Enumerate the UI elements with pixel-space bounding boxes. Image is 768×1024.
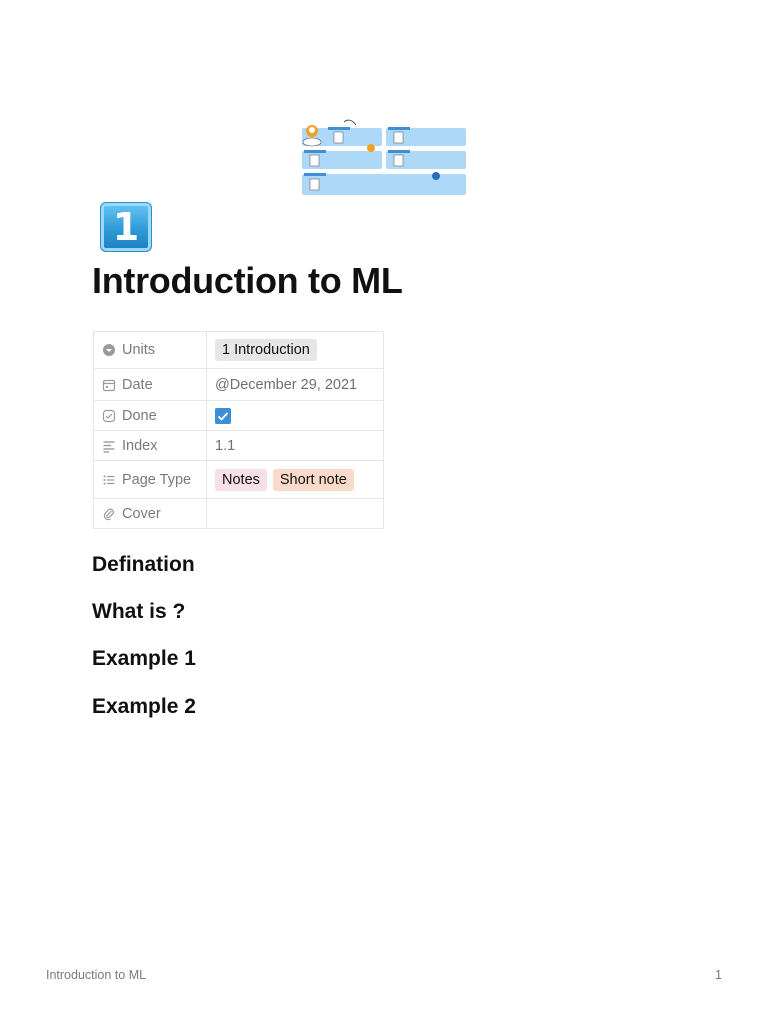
property-value-units[interactable] [207, 332, 384, 369]
property-key-cover: Cover [94, 499, 207, 529]
property-row-units [94, 332, 384, 369]
select-arrow-icon [102, 343, 116, 357]
checkmark-icon [215, 408, 231, 424]
footer-title: Introduction to ML [46, 968, 147, 982]
property-value-index[interactable]: 1.1 [207, 431, 384, 461]
keycap-digit: 1 [112, 205, 140, 249]
property-key-units: Units [94, 332, 207, 369]
heading-defination: Defination [92, 553, 195, 576]
tag-short-note[interactable]: Short note [273, 469, 354, 491]
page-title: Introduction to ML [92, 260, 403, 301]
property-value-date[interactable]: @December 29, 2021 [207, 369, 384, 401]
checkbox-icon [102, 409, 116, 423]
calendar-icon [102, 378, 116, 392]
property-row-date [94, 369, 384, 401]
paperclip-icon [102, 507, 116, 521]
property-key-done: Done [94, 401, 207, 431]
property-key-date: Date [94, 369, 207, 401]
property-value-cover[interactable] [207, 499, 384, 529]
done-checkbox[interactable] [215, 408, 231, 424]
keycap-1-emoji [100, 202, 152, 252]
property-row-done [94, 401, 384, 431]
units-pill[interactable]: 1 Introduction [215, 339, 317, 361]
text-lines-icon [102, 439, 116, 453]
property-row-cover [94, 499, 384, 529]
property-row-index [94, 431, 384, 461]
properties-table [93, 331, 384, 529]
footer-page-number: 1 [715, 968, 722, 982]
property-row-page-type [94, 461, 384, 499]
mindmap-diagram-image [300, 116, 468, 198]
property-key-index: Index [94, 431, 207, 461]
tag-notes[interactable]: Notes [215, 469, 267, 491]
heading-example-1: Example 1 [92, 647, 196, 670]
cover-image [300, 116, 468, 198]
property-value-page-type [207, 461, 384, 499]
list-icon [102, 473, 116, 487]
heading-what-is: What is ? [92, 600, 186, 623]
heading-example-2: Example 2 [92, 695, 196, 718]
property-key-page-type: Page Type [94, 461, 207, 499]
property-value-done [207, 401, 384, 431]
